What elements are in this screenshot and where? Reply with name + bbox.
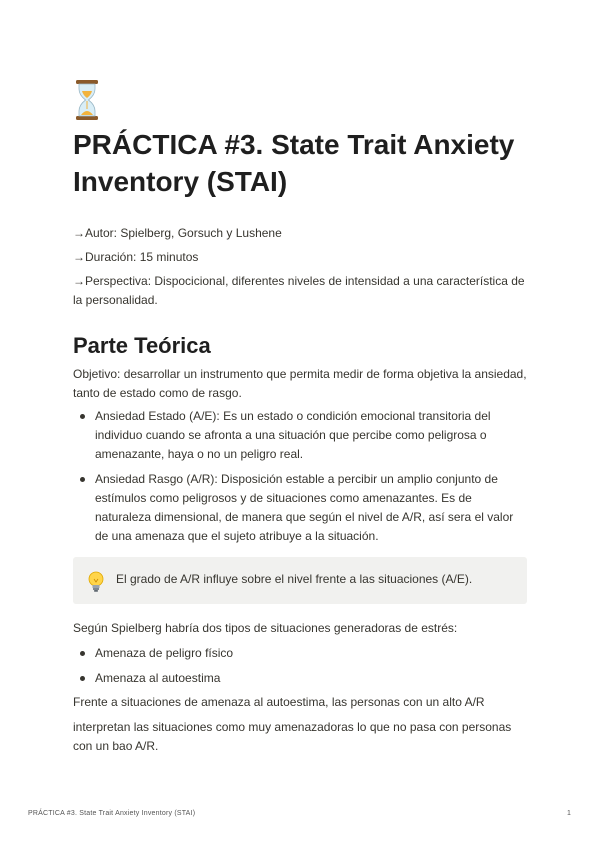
callout-text: El grado de A/R influye sobre el nivel frente a las situaciones (A/E). [116,572,473,586]
hourglass-icon [75,80,99,120]
list-item: Ansiedad Rasgo (A/R): Disposición estable a percibir un amplio conjunto de estímulos como peligrosos y de situaciones como amenazantes. Es de naturaleza dimensional, de manera que según el nivel de A/R, así sera el valor de una amenaza que el sujeto atribuye a la situación. [73,470,528,546]
footer-doc-title: PRÁCTICA #3. State Trait Anxiety Inventory (STAI) [28,810,196,817]
spielberg-intro: Según Spielberg habría dos tipos de situaciones generadoras de estrés: [73,621,458,635]
lightbulb-icon [87,571,105,593]
callout [73,557,527,604]
list-item: Amenaza de peligro físico [73,644,528,663]
section-heading: Parte Teórica [73,333,211,358]
list-item: Ansiedad Estado (A/E): Es un estado o condición emocional transitoria del individuo cuando se afronta a una situación que percibe como peligrosa o amenazante, haya o no un peligro real. [73,407,528,464]
objetivo-paragraph: Objetivo: desarrollar un instrumento que permita medir de forma objetiva la ansiedad, tanto de estado como de rasgo. [73,367,527,400]
situaciones-list [73,644,528,688]
anxiety-types-list [73,407,528,546]
page-number: 1 [567,810,571,817]
autoestima-paragraph-1: Frente a situaciones de amenaza al autoestima, las personas con un alto A/R [73,695,485,709]
autoestima-paragraph-2: interpretan las situaciones como muy amenazadoras lo que no pasa con personas con un bao A/R. [73,720,512,753]
meta-perspectiva: →Perspectiva: Dispocicional, diferentes niveles de intensidad a una característica de la personalidad. [73,274,525,307]
list-item: Amenaza al autoestima [73,669,528,688]
meta-autor: →Autor: Spielberg, Gorsuch y Lushene [73,226,282,240]
meta-duracion: →Duración: 15 minutos [73,250,199,264]
page-title: PRÁCTICA #3. State Trait Anxiety Inventory (STAI) [73,129,515,197]
